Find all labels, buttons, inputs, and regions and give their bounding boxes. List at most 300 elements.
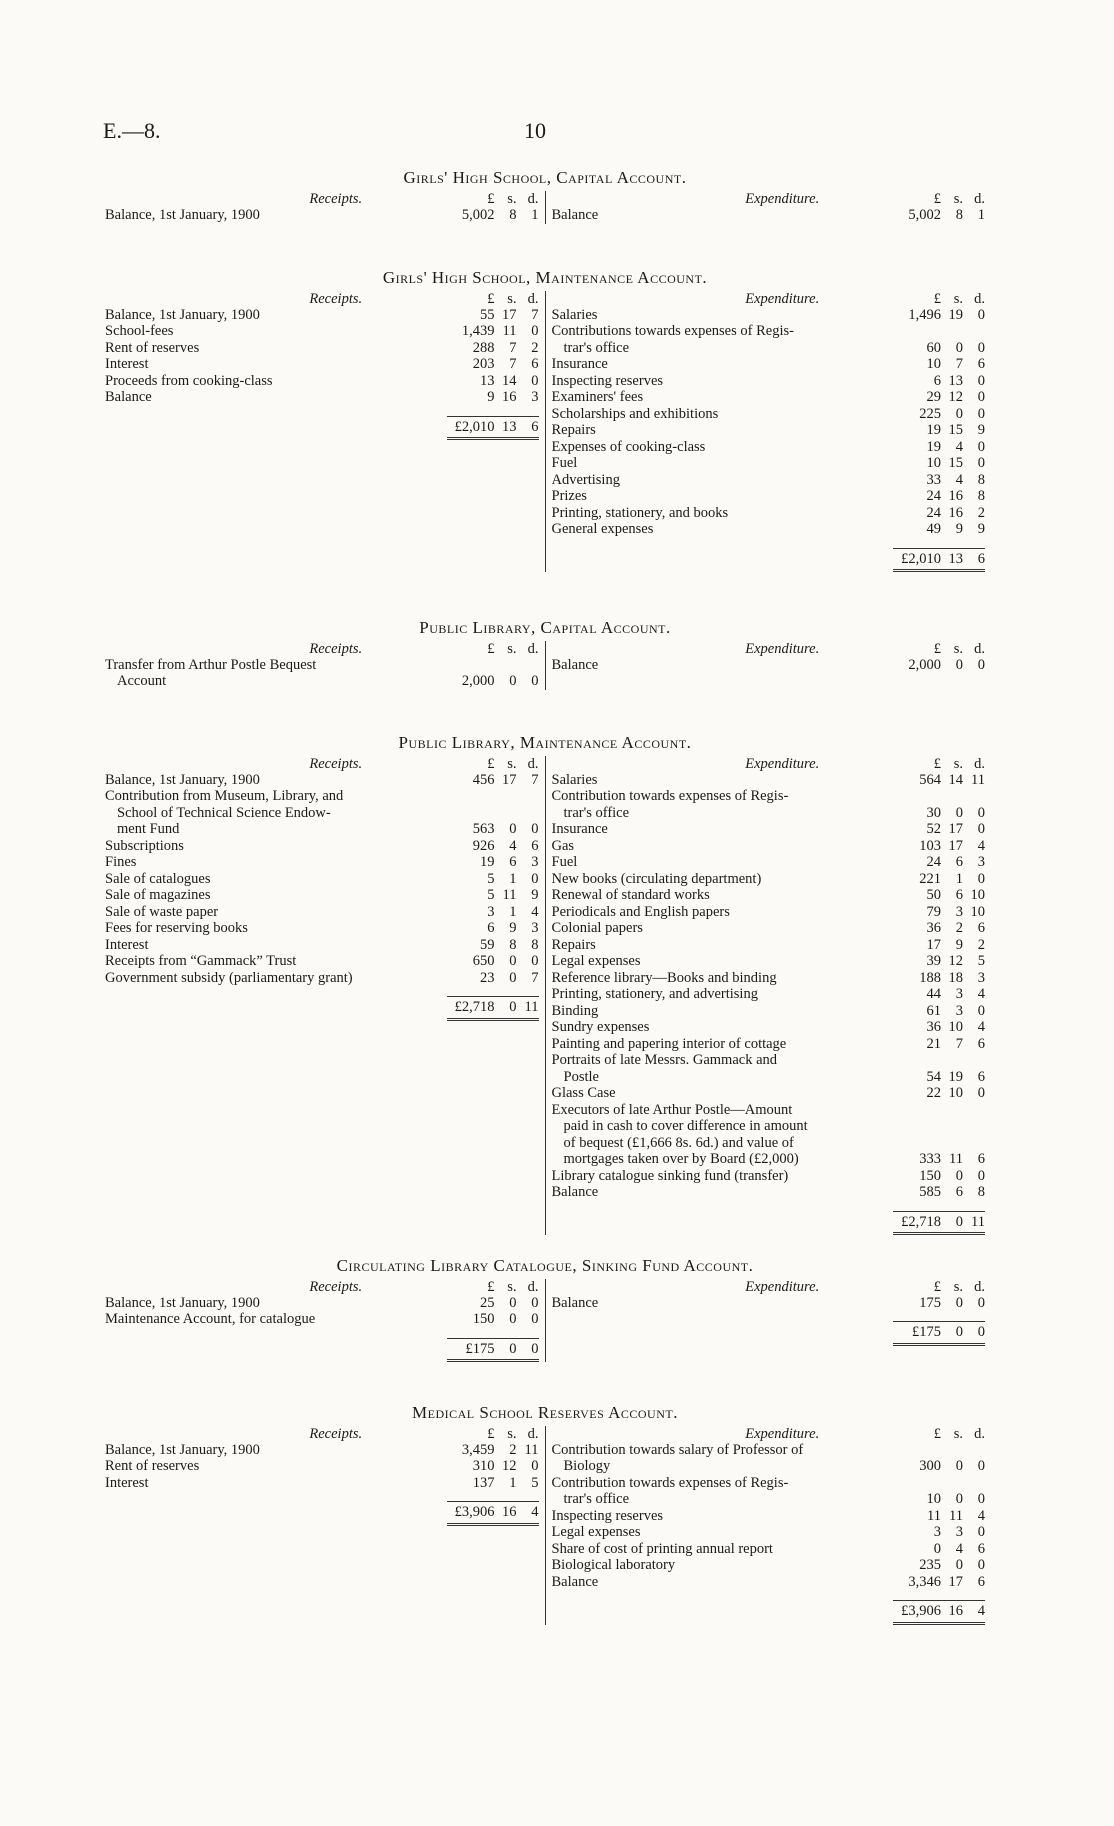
receipts-column [105,641,546,690]
ledger-label: Prizes [551,488,587,504]
amount [893,953,985,970]
amount-pounds: 564 [919,771,941,788]
amount [893,406,985,423]
ledger-row [552,788,986,805]
ledger-row [105,207,539,224]
ledger-label: Portraits of late Messrs. Gammack and [551,1052,778,1068]
ledger-label: Government subsidy (parliamentary grant) [105,969,353,986]
amount [893,340,985,357]
currency-pound: £ [487,1425,495,1442]
amount [893,1168,985,1185]
amount-pence: 0 [977,1524,985,1540]
ledger-label: Fees for reserving books [105,920,248,936]
amount-shillings: 16 [502,389,517,405]
account-title: Girls' High School, Maintenance Account. [382,268,708,287]
ledger-row [552,871,986,888]
amount [893,838,985,855]
amount-pence: 10 [970,903,985,920]
account-columns [105,291,985,573]
ledger-label: Receipts from “Gammack” Trust [105,953,297,969]
expenditure-heading: Expenditure. [745,755,820,772]
amount-pence: 8 [977,1184,985,1200]
ledger-row [105,871,539,888]
ledger-label: Interest [105,1474,149,1491]
amount [447,1442,539,1459]
amount-shillings: 13 [948,372,963,389]
ledger-label: School-fees [105,323,174,339]
ledger-label: Fuel [551,455,578,471]
receipts-total [105,1338,539,1363]
amount [893,439,985,456]
amount [893,904,985,921]
amount-shillings: 19 [948,306,963,323]
amount-pence: 11 [971,1213,985,1230]
amount-pence: 2 [977,504,985,521]
ledger-row [552,505,986,522]
amount-pence: 0 [977,1085,985,1101]
ledger-row [105,673,539,690]
ledger-row [105,389,539,406]
amount-pounds: £2,010 [454,418,495,435]
amount [447,416,539,441]
amount-pounds: 2,000 [908,656,941,673]
account-columns [105,191,985,224]
amount-shillings: 9 [509,920,517,936]
currency-header [447,641,539,657]
ledger-row [552,207,986,224]
amount [893,1151,985,1168]
ledger-label: trar's office [563,339,630,356]
currency-pound: £ [933,755,941,772]
ledger-row [552,406,986,423]
amount-shillings: 11 [949,1151,963,1167]
receipts-header [105,1279,539,1295]
amount-pounds: 150 [919,1167,941,1184]
expenditure-header [552,1426,986,1442]
receipts-heading: Receipts. [309,1278,363,1295]
currency-d: d. [527,755,539,772]
ledger-row [105,788,539,805]
amount [447,1311,539,1328]
currency-header [893,641,985,657]
currency-s: s. [953,290,963,307]
amount [893,1524,985,1541]
ledger-row [552,937,986,954]
amount-shillings: 16 [502,1504,517,1520]
amount-pounds: 175 [919,1294,941,1311]
ledger-row [552,1085,986,1102]
amount-shillings: 10 [948,1085,963,1101]
amount-pence: 6 [531,837,539,854]
amount [893,1085,985,1102]
currency-header [447,291,539,307]
amount-pounds: 10 [926,455,941,471]
receipts-total [105,996,539,1021]
amount-pence: 9 [977,521,985,537]
ledger-row [552,1102,986,1119]
currency-pound: £ [933,1425,941,1442]
currency-pound: £ [487,190,495,207]
ledger-row [552,1168,986,1185]
ledger-label: Legal expenses [551,1524,641,1540]
amount-shillings: 7 [955,356,963,372]
amount [893,373,985,390]
receipts-header [105,291,539,307]
amount-pence: 0 [977,455,985,471]
amount-pence: 1 [531,206,539,223]
amount [893,657,985,674]
amount-pounds: 5 [487,887,495,903]
amount-shillings: 2 [955,920,963,936]
amount-pence: 7 [531,771,539,788]
amount-shillings: 6 [955,887,963,903]
amount-pounds: 235 [919,1557,941,1573]
amount [893,1508,985,1525]
amount [893,1491,985,1508]
amount [893,1211,985,1236]
expenditure-heading: Expenditure. [745,640,820,657]
amount [447,673,539,690]
amount-pence: 6 [977,1035,985,1052]
amount-pounds: 5,002 [908,206,941,223]
ledger-row [552,307,986,324]
currency-s: s. [953,1278,963,1295]
amount-shillings: 0 [509,999,517,1015]
ledger-label: School of Technical Science Endow- [117,804,331,821]
amount-shillings: 9 [955,521,963,537]
amount-pence: 4 [977,1603,985,1619]
amount-shillings: 13 [948,550,963,567]
ledger-row [105,937,539,954]
ledger-label: Contribution towards expenses of Regis- [551,788,789,804]
amount-pence: 4 [977,837,985,854]
ledger-label: Repairs [551,422,596,438]
amount-pence: 0 [977,339,985,356]
amount-shillings: 11 [502,323,517,339]
amount-pence: 4 [531,903,539,920]
amount-pence: 0 [977,438,985,455]
amount-pounds: 79 [926,903,941,920]
ledger-row [105,307,539,324]
amount-pounds: £3,906 [454,1504,495,1520]
ledger-row [552,1036,986,1053]
receipts-header [105,1426,539,1442]
currency-s: s. [507,755,517,772]
amount-pence: 0 [977,870,985,887]
currency-pound: £ [487,640,495,657]
amount [893,920,985,937]
amount [447,307,539,324]
amount-pence: 3 [531,389,539,405]
amount-pence: 0 [977,1491,985,1507]
amount-shillings: 8 [955,206,963,223]
receipts-heading: Receipts. [309,640,363,657]
amount-pounds: 19 [480,854,495,870]
expenditure-column [546,191,986,224]
ledger-label: Balance [551,1573,599,1590]
ledger-label: Account [117,673,167,689]
amount-pounds: 203 [472,356,495,372]
expenditure-header [552,1279,986,1295]
ledger-row [552,1069,986,1086]
amount-pence: 5 [531,1474,539,1491]
ledger-row [552,821,986,838]
currency-header [893,191,985,207]
ledger-label: Fuel [551,854,578,870]
amount-pence: 0 [531,1458,539,1474]
ledger-label: Biological laboratory [551,1557,676,1573]
amount-pence: 3 [531,920,539,936]
amount-pounds: 24 [926,854,941,870]
amount-pence: 6 [977,920,985,936]
ledger-row [552,657,986,674]
expenditure-heading: Expenditure. [745,190,820,207]
amount [893,472,985,489]
ledger-row [552,1524,986,1541]
currency-pound: £ [933,1278,941,1295]
amount-shillings: 0 [509,673,517,689]
currency-header [893,291,985,307]
amount-pounds: 1,496 [908,306,941,323]
amount-shillings: 1 [955,870,963,887]
ledger-row [105,356,539,373]
currency-pound: £ [933,190,941,207]
receipts-column [105,191,546,224]
amount-pence: 6 [977,356,985,372]
amount-pence: 8 [977,471,985,488]
amount-pounds: 23 [480,969,495,986]
amount [893,1295,985,1312]
amount-pence: 3 [977,969,985,986]
amount-shillings: 7 [955,1035,963,1052]
amount-pounds: 55 [480,306,495,323]
ledger-row [105,854,539,871]
amount-pounds: 137 [472,1474,495,1491]
ledger-label: Sale of catalogues [105,870,211,887]
amount-pence: 4 [977,1019,985,1035]
receipts-heading: Receipts. [309,290,363,307]
amount [447,970,539,987]
amount-shillings: 16 [948,488,963,504]
ledger-label: Transfer from Arthur Postle Bequest [105,656,317,673]
amount-shillings: 7 [509,339,517,356]
amount-shillings: 18 [948,969,963,986]
amount-pence: 1 [977,206,985,223]
amount-pence: 8 [531,936,539,953]
amount-shillings: 17 [948,821,963,837]
amount-pounds: £2,010 [901,550,941,567]
ledger-row [105,838,539,855]
amount [893,854,985,871]
amount-pence: 6 [977,1068,985,1085]
amount [447,356,539,373]
account-columns [105,1426,985,1625]
currency-s: s. [507,640,517,657]
amount [893,488,985,505]
amount-pounds: 59 [480,936,495,953]
ledger-row [552,1442,986,1459]
amount-shillings: 15 [948,422,963,438]
amount-pence: 6 [531,356,539,372]
ledger-label: Contribution towards salary of Professor of [551,1441,804,1458]
currency-d: d. [974,190,985,207]
amount [893,772,985,789]
ledger-label: Maintenance Account, for catalogue [105,1311,316,1327]
amount-shillings: 11 [949,1507,963,1524]
ledger-row [552,422,986,439]
amount-pounds: 221 [919,870,941,887]
ledger-label: of bequest (£1,666 8s. 6d.) and value of [563,1134,794,1151]
amount-shillings: 0 [955,1324,963,1340]
ledger-label: Library catalogue sinking fund (transfer) [551,1167,789,1184]
receipts-total [105,416,539,441]
ledger-row [552,455,986,472]
amount-pence: 9 [977,422,985,438]
amount-pounds: 24 [926,504,941,521]
receipts-column [105,756,546,1236]
ledger-row [552,1118,986,1135]
amount [893,1184,985,1201]
ledger-row [552,472,986,489]
amount-pounds: 49 [926,521,941,537]
ledger-row [105,970,539,987]
amount-pence: 3 [977,854,985,870]
amount-shillings: 0 [955,1557,963,1573]
amount-pounds: 1,439 [461,323,495,339]
ledger-row [552,323,986,340]
ledger-row [552,953,986,970]
amount-shillings: 4 [509,837,517,854]
expenditure-total [552,1321,986,1346]
amount-shillings: 0 [509,969,517,986]
ledger-label: Balance [551,656,599,673]
ledger-label: Colonial papers [551,920,643,936]
amount-pounds: 19 [926,438,941,455]
ledger-label: Sale of waste paper [105,903,219,920]
expenditure-heading: Expenditure. [745,290,820,307]
ledger-label: Balance, 1st January, 1900 [105,1294,260,1311]
amount-shillings: 9 [955,936,963,953]
account-section [105,1258,985,1362]
ledger-row [105,772,539,789]
amount-pence: 10 [970,887,985,903]
ledger-label: Salaries [551,771,598,788]
amount [893,207,985,224]
ledger-label: Rent of reserves [105,339,200,356]
amount-pounds: 5 [487,870,495,887]
amount-shillings: 0 [509,1311,517,1327]
amount [447,920,539,937]
ledger-label: Binding [551,1002,599,1019]
ledger-label: Printing, stationery, and books [551,504,729,521]
amount [447,1458,539,1475]
ledger-row [552,1295,986,1312]
amount-pounds: 52 [926,821,941,837]
amount-shillings: 3 [955,903,963,920]
amount [447,772,539,789]
receipts-header [105,191,539,207]
ledger-label: Share of cost of printing annual report [551,1540,773,1557]
amount-pence: 0 [531,673,539,689]
account-title: Girls' High School, Capital Account. [403,168,687,187]
amount-pence: 0 [531,372,539,389]
ledger-row [552,772,986,789]
ledger-row [552,887,986,904]
amount [447,389,539,406]
currency-header [447,1426,539,1442]
ledger-row [105,323,539,340]
amount [893,356,985,373]
amount [893,1321,985,1346]
amount-shillings: 0 [509,1294,517,1311]
receipts-header [105,641,539,657]
amount-pounds: 3 [487,903,495,920]
amount-pence: 0 [531,1294,539,1311]
amount-shillings: 7 [509,356,517,372]
amount [893,307,985,324]
ledger-label: Executors of late Arthur Postle—Amount [551,1101,793,1118]
ledger-row [105,821,539,838]
receipts-column [105,1426,546,1625]
amount-pounds: 300 [919,1458,941,1474]
amount-shillings: 2 [509,1441,517,1458]
amount [893,455,985,472]
amount-pence: 0 [531,953,539,969]
amount-shillings: 6 [955,1184,963,1200]
currency-d: d. [527,190,539,207]
amount-shillings: 12 [948,953,963,969]
amount-pounds: 2,000 [461,673,495,689]
amount-pounds: £2,718 [901,1213,941,1230]
amount-pounds: 24 [926,488,941,504]
amount-pence: 6 [531,418,539,435]
account-columns [105,756,985,1236]
amount-shillings: 4 [955,471,963,488]
amount-shillings: 0 [955,1491,963,1507]
amount-pounds: 310 [472,1458,495,1474]
receipts-column [105,291,546,573]
amount-pounds: 5,002 [461,206,495,223]
ledger-label: Balance [551,206,599,223]
ledger-label: Expenses of cooking-class [551,438,706,455]
ledger-label: Interest [105,356,149,372]
amount-pounds: 288 [472,339,495,356]
expenditure-column [546,1279,986,1363]
amount-pounds: 456 [472,771,495,788]
amount-pounds: 25 [480,1294,495,1311]
amount-shillings: 14 [502,372,517,389]
currency-s: s. [507,1278,517,1295]
amount-pence: 11 [524,999,539,1015]
amount [447,323,539,340]
amount-pence: 0 [977,405,985,422]
amount [893,1600,985,1625]
amount-shillings: 8 [509,936,517,953]
amount [447,1295,539,1312]
expenditure-column [546,641,986,690]
amount [447,1475,539,1492]
amount-shillings: 12 [948,389,963,405]
amount-shillings: 13 [502,418,517,435]
report-code: E.—8. [103,118,161,143]
amount-pence: 0 [977,821,985,837]
currency-d: d. [974,755,985,772]
amount-pounds: 9 [487,389,495,405]
amount-shillings: 4 [955,438,963,455]
ledger-label: Glass Case [551,1085,616,1101]
amount [893,871,985,888]
expenditure-column [546,1426,986,1625]
